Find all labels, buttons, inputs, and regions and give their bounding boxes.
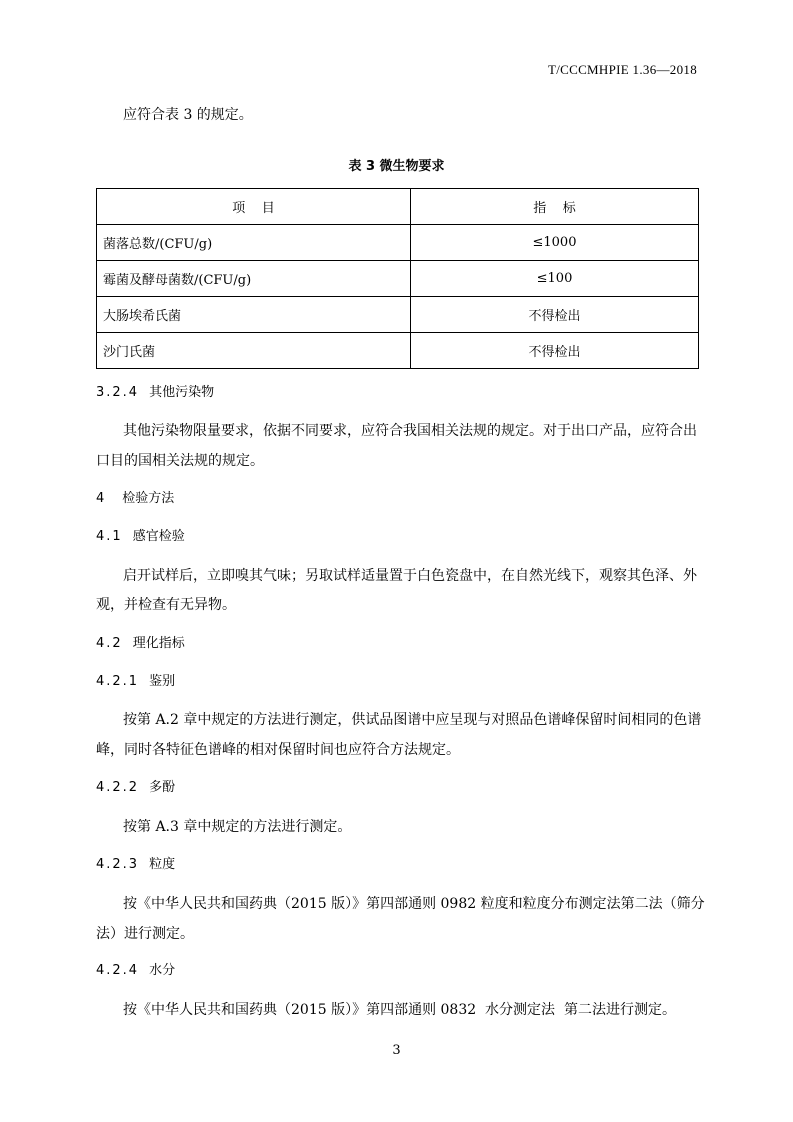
section-heading-4: 4 检验方法 — [96, 491, 175, 506]
table-row — [97, 261, 699, 297]
table-row — [97, 297, 699, 333]
table-cell-item: 霉菌及酵母菌数/(CFU/g) — [97, 261, 411, 297]
table-cell-item: 菌落总数/(CFU/g) — [97, 225, 411, 261]
column-header-item: 项 目 — [97, 189, 411, 225]
section-heading-3-2-4: 3.2.4 其他污染物 — [96, 385, 215, 400]
section-heading-4-2-3: 4.2.3 粒度 — [96, 857, 176, 872]
paragraph-4-1-line-1: 启开试样后，立即嗅其气味；另取试样适量置于白色瓷盘中，在自然光线下，观察其色泽、外 — [123, 568, 697, 584]
section-heading-4-2-1: 4.2.1 鉴别 — [96, 674, 176, 689]
table-row — [97, 333, 699, 369]
paragraph-4-2-3-line-1: 按《中华人民共和国药典（2015 版）》第四部通则 0982 粒度和粒度分布测定法第二法（筛分 — [123, 896, 705, 912]
paragraph-4-2-2: 按第 A.3 章中规定的方法进行测定。 — [123, 819, 352, 835]
document-code: T/CCCMHPIE 1.36—2018 — [547, 62, 697, 77]
table-row — [97, 225, 699, 261]
paragraph-3-2-4-line-1: 其他污染物限量要求，依据不同要求，应符合我国相关法规的规定。对于出口产品，应符合出 — [123, 423, 697, 439]
table-cell-value: 不得检出 — [411, 333, 699, 369]
section-heading-4-2: 4.2 理化指标 — [96, 636, 185, 651]
section-heading-4-1: 4.1 感官检验 — [96, 529, 185, 544]
section-heading-4-2-4: 4.2.4 水分 — [96, 963, 176, 978]
paragraph-4-2-3-line-2: 法）进行测定。 — [96, 926, 194, 942]
table-cell-value: ≤1000 — [411, 225, 699, 261]
paragraph-4-2-1-line-2: 峰，同时各特征色谱峰的相对保留时间也应符合方法规定。 — [96, 742, 460, 758]
intro-text: 应符合表 3 的规定。 — [123, 107, 253, 123]
paragraph-4-2-4: 按《中华人民共和国药典（2015 版）》第四部通则 0832 水分测定法 第二法进行测定。 — [123, 1002, 676, 1018]
table-cell-item: 大肠埃希氏菌 — [97, 297, 411, 333]
paragraph-4-2-1-line-1: 按第 A.2 章中规定的方法进行测定，供试品图谱中应呈现与对照品色谱峰保留时间相同的色谱 — [123, 712, 702, 728]
table-header-row — [97, 189, 699, 225]
table-cell-item: 沙门氏菌 — [97, 333, 411, 369]
page-number: 3 — [392, 1043, 401, 1058]
paragraph-3-2-4-line-2: 口目的国相关法规的规定。 — [96, 453, 264, 469]
table-caption: 表 3 微生物要求 — [348, 159, 445, 174]
section-heading-4-2-2: 4.2.2 多酚 — [96, 780, 176, 795]
microbiology-table — [96, 188, 699, 369]
column-header-index: 指 标 — [411, 189, 699, 225]
table-cell-value: ≤100 — [411, 261, 699, 297]
paragraph-4-1-line-2: 观，并检查有无异物。 — [96, 597, 236, 613]
table-cell-value: 不得检出 — [411, 297, 699, 333]
